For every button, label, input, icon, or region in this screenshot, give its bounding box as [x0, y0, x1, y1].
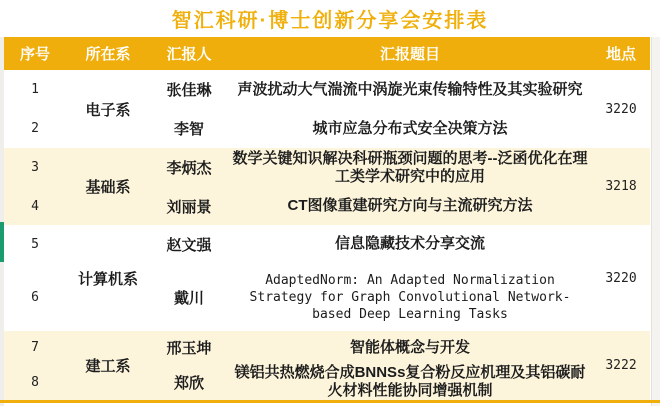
- group-electronics: [4, 70, 650, 148]
- table-row: [4, 331, 650, 364]
- col-header-index: 序号: [19, 46, 50, 63]
- cell-location: 3222: [605, 358, 637, 373]
- cell-location: 3220: [605, 101, 637, 117]
- cell-topic: AdaptedNorm: An Adapted Normalization Strategy for Graph Convolutional Network-based Deep Learning Tasks: [249, 272, 571, 322]
- cell-presenter: 邢玉坤: [166, 340, 212, 357]
- cell-location: 3218: [605, 179, 637, 194]
- cell-topic: 数学关键知识解决科研瓶颈问题的思考--泛函优化在理工类学术研究中的应用: [232, 149, 588, 185]
- cell-presenter: 李智: [173, 121, 204, 138]
- cell-index: 5: [31, 236, 39, 252]
- cell-topic: 信息隐藏技术分享交流: [334, 235, 485, 252]
- table-row: [4, 148, 650, 187]
- cell-topic: 镁铝共热燃烧合成BNNSs复合粉反应机理及其铝碳耐火材料性能协同增强机制: [234, 364, 586, 399]
- cell-topic: 智能体概念与开发: [349, 338, 470, 356]
- cell-presenter: 刘丽景: [166, 198, 212, 216]
- cell-department: 建工系: [85, 358, 131, 375]
- cell-location: 3220: [605, 270, 637, 286]
- cell-presenter: 李炳杰: [166, 160, 212, 177]
- page-title: 智汇科研·博士创新分享会安排表: [171, 10, 489, 32]
- col-header-location: 地点: [605, 46, 636, 63]
- right-margin-strip: [651, 37, 660, 406]
- schedule-table: [4, 37, 650, 400]
- group-computer: [4, 225, 650, 331]
- cell-topic: CT图像重建研究方向与主流研究方法: [287, 197, 533, 214]
- cell-presenter: 郑欣: [173, 374, 204, 392]
- cell-index: 3: [31, 160, 39, 175]
- cell-presenter: 戴川: [173, 289, 204, 307]
- table-bottom-border: [0, 400, 660, 403]
- cell-index: 8: [31, 374, 39, 390]
- cell-presenter: 赵文强: [166, 236, 212, 254]
- group-fundamental: [4, 148, 650, 225]
- cell-department: 电子系: [85, 101, 131, 119]
- cell-index: 6: [31, 289, 39, 305]
- col-header-presenter: 汇报人: [166, 46, 212, 63]
- col-header-topic: 汇报题目: [379, 46, 440, 63]
- row-selection-indicator: [0, 222, 4, 262]
- table-row: [4, 70, 650, 109]
- cell-index: 1: [31, 82, 39, 97]
- cell-department: 基础系: [85, 179, 131, 196]
- title-bar: [0, 0, 660, 37]
- cell-presenter: 张佳琳: [166, 82, 212, 99]
- cell-topic: 城市应急分布式安全决策方法: [312, 119, 508, 137]
- cell-index: 4: [31, 198, 39, 214]
- group-construction: [4, 331, 650, 400]
- col-header-department: 所在系: [85, 46, 131, 63]
- cell-department: 计算机系: [77, 270, 138, 288]
- table-row: [4, 225, 650, 263]
- cell-topic: 声波扰动大气湍流中涡旋光束传输特性及其实验研究: [237, 80, 583, 98]
- cell-index: 7: [31, 340, 39, 355]
- cell-index: 2: [31, 121, 39, 136]
- table-header-row: [4, 37, 650, 70]
